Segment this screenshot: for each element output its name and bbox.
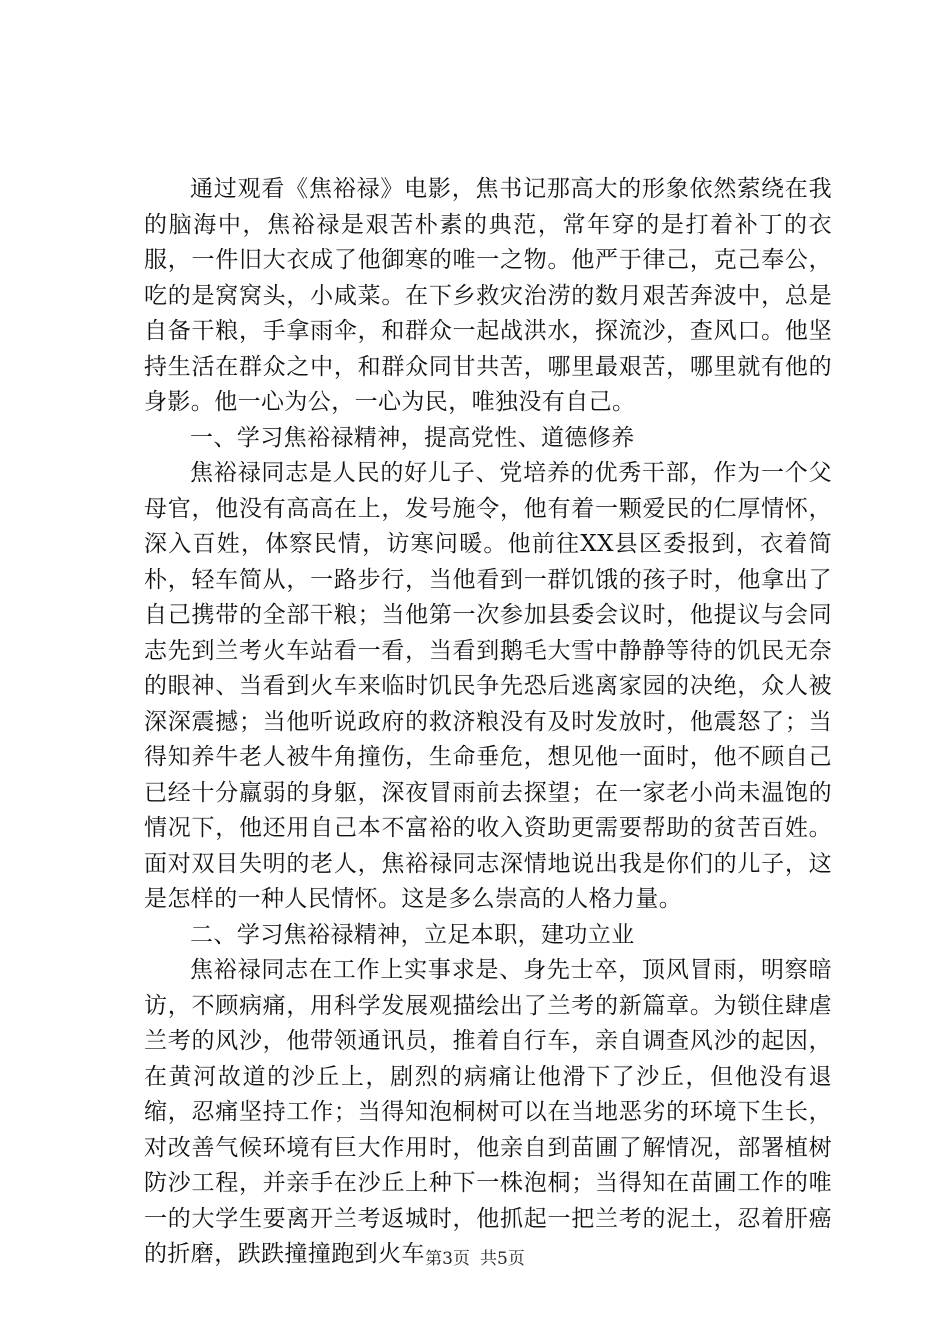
document-body [144,172,832,1273]
page-total: 共5页 [480,1249,525,1269]
paragraph-intro: 通过观看《焦裕禄》电影，焦书记那高大的形象依然萦绕在我的脑海中，焦裕禄是艰苦朴素的典范，常年穿的是打着补丁的衣服，一件旧大衣成了他御寒的唯一之物。他严于律己，克己奉公，吃的是窝窝头，小咸菜。在下乡救灾治涝的数月艰苦奔波中，总是自备干粮，手拿雨伞，和群众一起战洪水，探流沙，查风口。他坚持生活在群众之中，和群众同甘共苦，哪里最艰苦，哪里就有他的身影。他一心为公，一心为民，唯独没有自己。 [144,176,832,415]
section-heading-one: 一、学习焦裕禄精神，提高党性、道德修养 [190,424,635,451]
section-heading-two: 二、学习焦裕禄精神，立足本职，建功立业 [190,921,635,948]
page-footer [0,1244,950,1269]
page-number: 第3页 [425,1249,470,1269]
paragraph-section-one: 焦裕禄同志是人民的好儿子、党培养的优秀干部，作为一个父母官，他没有高高在上，发号施令，他有着一颗爱民的仁厚情怀，深入百姓，体察民情，访寒问暖。他前往XX县区委报到，衣着简朴，轻车简从，一路步行，当他看到一群饥饿的孩子时，他拿出了自己携带的全部干粮；当他第一次参加县委会议时，他提议与会同志先到兰考火车站看一看，当看到鹅毛大雪中静静等待的饥民无奈的眼神、当看到火车来临时饥民争先恐后逃离家园的决绝，众人被深深震撼；当他听说政府的救济粮没有及时发放时，他震怒了；当得知养牛老人被牛角撞伤，生命垂危，想见他一面时，他不顾自己已经十分羸弱的身躯，深夜冒雨前去探望；在一家老小尚未温饱的情况下，他还用自己本不富裕的收入资助更需要帮助的贫苦百姓。面对双目失明的老人，焦裕禄同志深情地说出我是你们的儿子，这是怎样的一种人民情怀。这是多么崇高的人格力量。 [144,460,832,912]
paragraph-section-two: 焦裕禄同志在工作上实事求是、身先士卒，顶风冒雨，明察暗访，不顾病痛，用科学发展观描绘出了兰考的新篇章。为锁住肆虐兰考的风沙，他带领通讯员，推着自行车，亲自调查风沙的起因，在黄河故道的沙丘上，剧烈的病痛让他滑下了沙丘，但他没有退缩，忍痛坚持工作；当得知泡桐树可以在当地恶劣的环境下生长，对改善气候环境有巨大作用时，他亲自到苗圃了解情况，部署植树防沙工程，并亲手在沙丘上种下一株泡桐；当得知在苗圃工作的唯一的大学生要离开兰考返城时，他抓起一把兰考的泥土，忍着肝癌的折磨，跌跌撞撞跑到火车 [144,957,832,1267]
